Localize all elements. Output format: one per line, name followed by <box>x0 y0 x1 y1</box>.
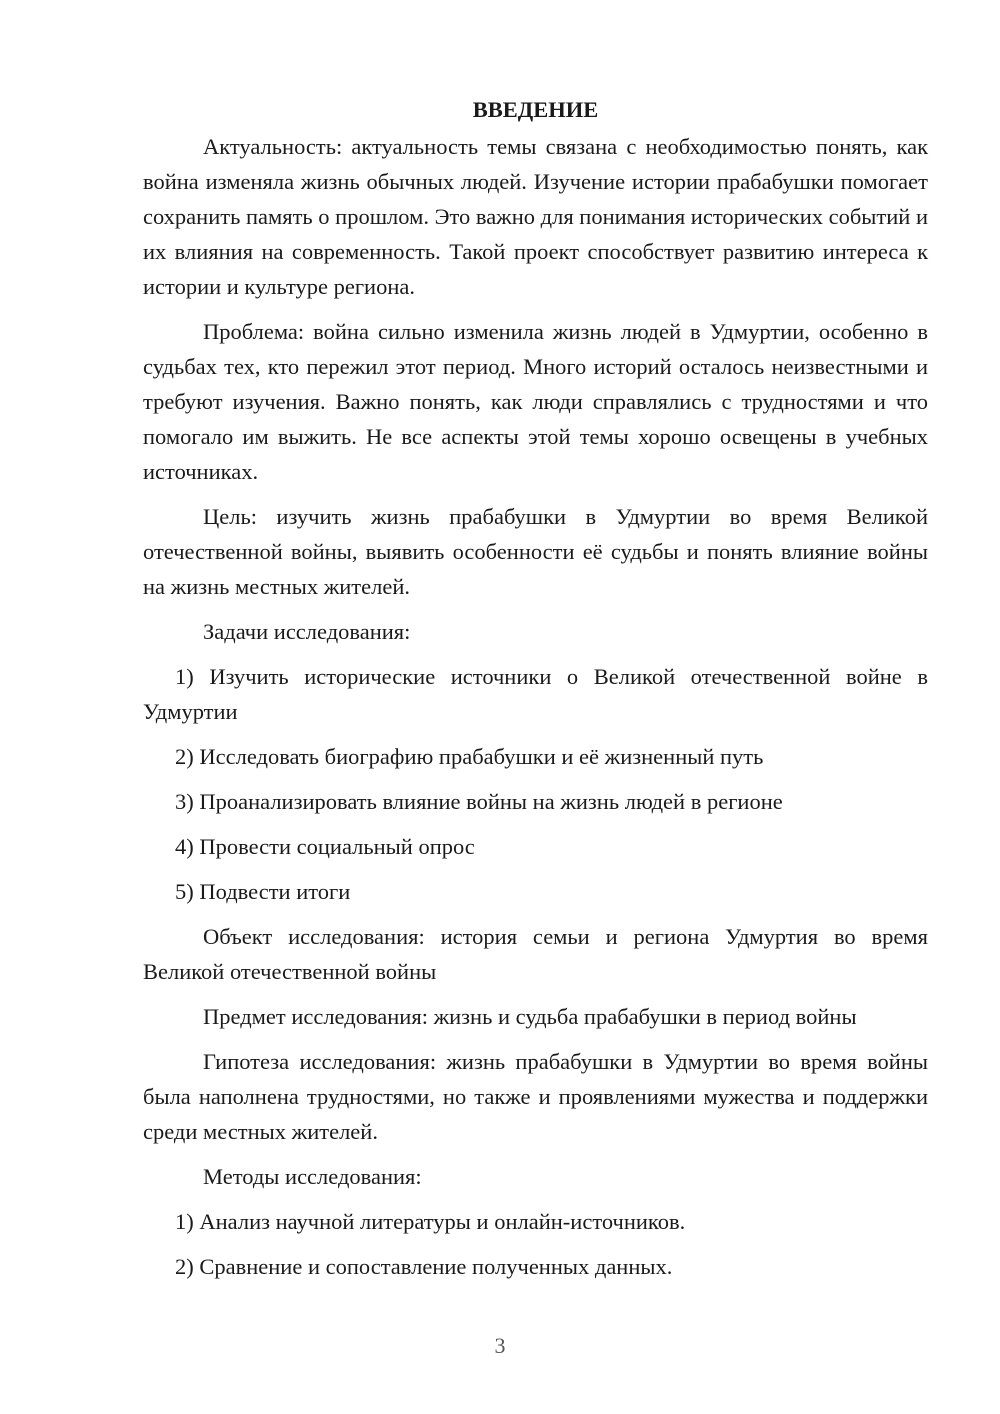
list-item: 3) Проанализировать влияние войны на жизнь людей в регионе <box>175 789 783 814</box>
tasks-list <box>143 659 928 909</box>
tasks-heading: Задачи исследования: <box>203 619 411 644</box>
subject-paragraph: Предмет исследования: жизнь и судьба прабабушки в период войны <box>203 1004 857 1029</box>
list-item: 1) Изучить исторические источники о Великой отечественной войне в Удмуртии <box>143 664 928 724</box>
list-item: 2) Исследовать биографию прабабушки и её жизненный путь <box>175 744 764 769</box>
list-item: 2) Сравнение и сопоставление полученных данных. <box>175 1254 673 1279</box>
list-item: 5) Подвести итоги <box>175 879 351 904</box>
list-item: 4) Провести социальный опрос <box>175 834 475 859</box>
page-content <box>143 92 928 1294</box>
goal-paragraph: Цель: изучить жизнь прабабушки в Удмуртии во время Великой отечественной войны, выявить особенности её судьбы и понять влияние войны на жизнь местных жителей. <box>143 504 928 599</box>
problem-paragraph: Проблема: война сильно изменила жизнь людей в Удмуртии, особенно в судьбах тех, кто пережил этот период. Много историй осталось неизвестными и требуют изучения. Важно понять, как люди справлялись с трудностями и что помогало им выжить. Не все аспекты этой темы хорошо освещены в учебных источниках. <box>143 319 928 484</box>
methods-list <box>143 1204 928 1284</box>
hypothesis-paragraph: Гипотеза исследования: жизнь прабабушки в Удмуртии во время войны была наполнена трудностями, но также и проявлениями мужества и поддержки среди местных жителей. <box>143 1049 928 1144</box>
methods-heading: Методы исследования: <box>203 1164 422 1189</box>
page-title: ВВЕДЕНИЕ <box>472 97 599 122</box>
relevance-paragraph: Актуальность: актуальность темы связана с необходимостью понять, как война изменяла жизнь обычных людей. Изучение истории прабабушки помогает сохранить память о прошлом. Это важно для понимания исторических событий и их влияния на современность. Такой проект способствует развитию интереса к истории и культуре региона. <box>143 134 928 299</box>
object-paragraph: Объект исследования: история семьи и региона Удмуртия во время Великой отечественной войны <box>143 924 928 984</box>
page-number: 3 <box>494 1333 506 1358</box>
list-item: 1) Анализ научной литературы и онлайн-источников. <box>175 1209 686 1234</box>
